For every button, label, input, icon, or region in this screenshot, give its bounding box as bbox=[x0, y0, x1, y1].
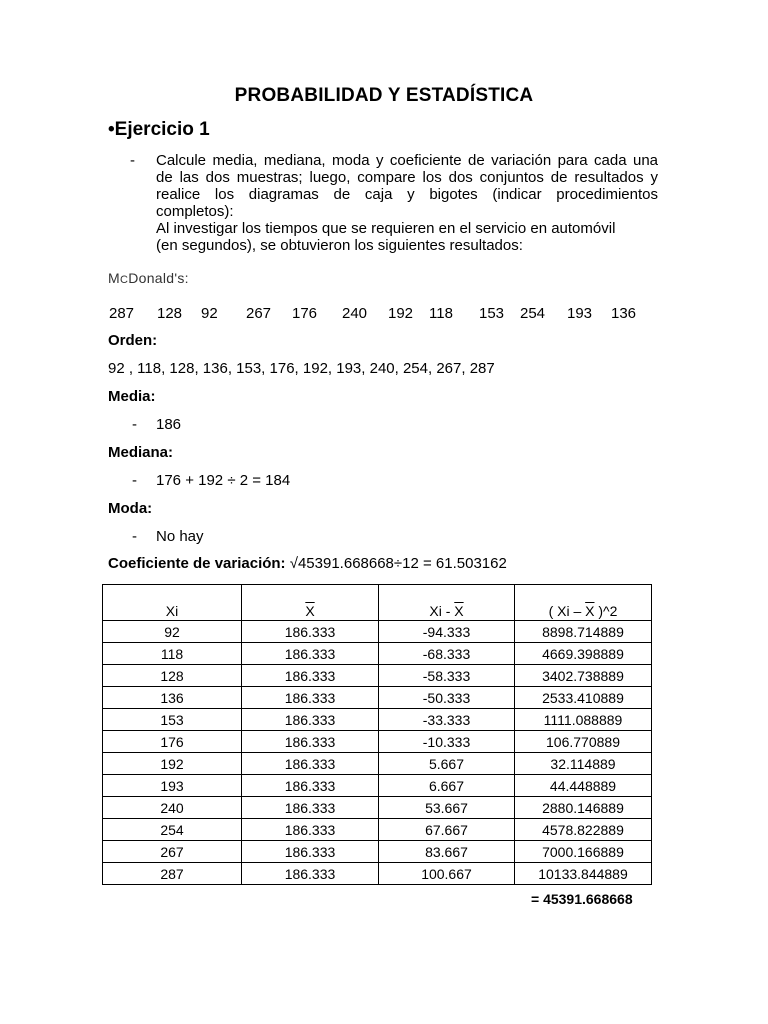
table-row bbox=[103, 709, 652, 731]
table-row bbox=[103, 775, 652, 797]
cell-xi: 287 bbox=[103, 863, 242, 885]
cell-mean: 186.333 bbox=[242, 709, 379, 731]
mediana-label: Mediana: bbox=[108, 444, 174, 461]
cell-xi: 118 bbox=[103, 643, 242, 665]
cell-mean: 186.333 bbox=[242, 753, 379, 775]
statistics-table bbox=[102, 584, 652, 885]
table-row bbox=[103, 753, 652, 775]
coeficiente-value: √45391.668668÷12 = 61.503162 bbox=[289, 555, 507, 572]
cell-mean: 186.333 bbox=[242, 819, 379, 841]
cell-xi: 193 bbox=[103, 775, 242, 797]
instruction-line: Al investigar los tiempos que se requieren en el servicio en automóvil bbox=[156, 220, 616, 237]
sample-value: 118 bbox=[429, 305, 453, 322]
table-row bbox=[103, 863, 652, 885]
moda-item bbox=[132, 528, 204, 545]
cell-mean: 186.333 bbox=[242, 731, 379, 753]
cell-squared-deviation: 2533.410889 bbox=[515, 687, 652, 709]
instructions-text bbox=[156, 152, 658, 254]
media-item bbox=[132, 416, 181, 433]
header-sq-prefix: ( Xi – bbox=[548, 603, 586, 619]
cell-deviation: -50.333 bbox=[379, 687, 515, 709]
instruction-line: Calcule media, mediana, moda y coeficiente de variación para cada una bbox=[156, 152, 658, 169]
cell-xi: 254 bbox=[103, 819, 242, 841]
header-xi: Xi bbox=[103, 585, 242, 621]
media-label: Media: bbox=[108, 388, 156, 405]
mediana-dash: - bbox=[132, 472, 137, 489]
table-row bbox=[103, 731, 652, 753]
sample-value: 254 bbox=[520, 305, 546, 322]
cell-deviation: -33.333 bbox=[379, 709, 515, 731]
cell-deviation: 67.667 bbox=[379, 819, 515, 841]
orden-label: Orden: bbox=[108, 332, 158, 349]
table-row bbox=[103, 797, 652, 819]
header-deviation-xbar: $\overline{X}$ bbox=[454, 603, 464, 619]
media-dash: - bbox=[132, 416, 137, 433]
document-title: PROBABILIDAD Y ESTADÍSTICA bbox=[234, 85, 534, 106]
sample-label-rest: Donald's: bbox=[128, 270, 189, 286]
cell-xi: 192 bbox=[103, 753, 242, 775]
table-row bbox=[103, 643, 652, 665]
cell-deviation: -58.333 bbox=[379, 665, 515, 687]
cell-xi: 176 bbox=[103, 731, 242, 753]
header-xbar bbox=[242, 585, 379, 621]
cell-deviation: 83.667 bbox=[379, 841, 515, 863]
cell-xi: 267 bbox=[103, 841, 242, 863]
coeficiente-label: Coeficiente de variación: bbox=[108, 555, 286, 572]
cell-xi: 92 bbox=[103, 621, 242, 643]
sample-label-small: C bbox=[119, 274, 129, 286]
sample-value: 192 bbox=[388, 305, 414, 322]
header-squared-deviation bbox=[515, 585, 652, 621]
table-row bbox=[103, 621, 652, 643]
cell-xi: 240 bbox=[103, 797, 242, 819]
cell-deviation: 53.667 bbox=[379, 797, 515, 819]
sample-value: 136 bbox=[611, 305, 637, 322]
cell-mean: 186.333 bbox=[242, 687, 379, 709]
cell-xi: 136 bbox=[103, 687, 242, 709]
sample-value: 153 bbox=[479, 305, 505, 322]
sample-value: 240 bbox=[342, 305, 368, 322]
mediana-value: 176 + 192 ÷ 2 = 184 bbox=[156, 472, 291, 489]
cell-squared-deviation: 32.114889 bbox=[515, 753, 652, 775]
cell-squared-deviation: 1111.088889 bbox=[515, 709, 652, 731]
table-row bbox=[103, 819, 652, 841]
cell-mean: 186.333 bbox=[242, 797, 379, 819]
instruction-line: (en segundos), se obtuvieron los siguientes resultados: bbox=[156, 237, 523, 254]
sample-value: 176 bbox=[292, 305, 318, 322]
exercise-heading: •Ejercicio 1 bbox=[108, 119, 210, 140]
sample-label-initial: M bbox=[108, 270, 120, 286]
header-sq-xbar: $\overline{X}$ bbox=[585, 603, 595, 619]
header-deviation-prefix: Xi - bbox=[429, 603, 455, 619]
sample-value: 193 bbox=[567, 305, 593, 322]
cell-squared-deviation: 3402.738889 bbox=[515, 665, 652, 687]
sample-value: 128 bbox=[157, 305, 183, 322]
instruction-line: de las dos muestras; luego, compare los dos conjuntos de resultados y bbox=[156, 169, 658, 186]
mediana-item bbox=[132, 472, 290, 489]
cell-squared-deviation: 44.448889 bbox=[515, 775, 652, 797]
instruction-line: completos): bbox=[156, 203, 234, 220]
media-value: 186 bbox=[156, 416, 182, 433]
cell-xi: 153 bbox=[103, 709, 242, 731]
cell-squared-deviation: 4578.822889 bbox=[515, 819, 652, 841]
cell-mean: 186.333 bbox=[242, 863, 379, 885]
cell-squared-deviation: 2880.146889 bbox=[515, 797, 652, 819]
table-row bbox=[103, 687, 652, 709]
header-deviation bbox=[379, 585, 515, 621]
table-body bbox=[103, 621, 652, 885]
table-row bbox=[103, 665, 652, 687]
sample-label bbox=[108, 270, 189, 286]
cell-squared-deviation: 4669.398889 bbox=[515, 643, 652, 665]
cell-deviation: 5.667 bbox=[379, 753, 515, 775]
cell-squared-deviation: 106.770889 bbox=[515, 731, 652, 753]
orden-value: 92 , 118, 128, 136, 153, 176, 192, 193, 240, 254, 267, 287 bbox=[108, 360, 495, 377]
cell-mean: 186.333 bbox=[242, 841, 379, 863]
moda-value: No hay bbox=[156, 528, 204, 545]
cell-squared-deviation: 7000.166889 bbox=[515, 841, 652, 863]
coeficiente-line bbox=[108, 555, 507, 572]
cell-deviation: -10.333 bbox=[379, 731, 515, 753]
header-xbar-symbol: $\overline{X}$ bbox=[305, 603, 315, 619]
moda-label: Moda: bbox=[108, 500, 153, 517]
cell-deviation: 100.667 bbox=[379, 863, 515, 885]
header-sq-suffix: )^2 bbox=[594, 603, 618, 619]
cell-deviation: -68.333 bbox=[379, 643, 515, 665]
cell-squared-deviation: 8898.714889 bbox=[515, 621, 652, 643]
cell-squared-deviation: 10133.844889 bbox=[515, 863, 652, 885]
table-total: = 45391.668668 bbox=[531, 891, 633, 907]
cell-mean: 186.333 bbox=[242, 775, 379, 797]
instructions-dash: - bbox=[130, 152, 135, 169]
cell-mean: 186.333 bbox=[242, 621, 379, 643]
sample-value: 267 bbox=[246, 305, 272, 322]
moda-dash: - bbox=[132, 528, 137, 545]
cell-deviation: -94.333 bbox=[379, 621, 515, 643]
table-row bbox=[103, 841, 652, 863]
cell-deviation: 6.667 bbox=[379, 775, 515, 797]
instructions-block bbox=[118, 152, 658, 254]
cell-xi: 128 bbox=[103, 665, 242, 687]
sample-value: 92 bbox=[201, 305, 218, 322]
cell-mean: 186.333 bbox=[242, 643, 379, 665]
instruction-line: realice los diagramas de caja y bigotes (indicar procedimientos bbox=[156, 186, 658, 203]
cell-mean: 186.333 bbox=[242, 665, 379, 687]
table-header-row bbox=[103, 585, 652, 621]
sample-value: 287 bbox=[109, 305, 135, 322]
